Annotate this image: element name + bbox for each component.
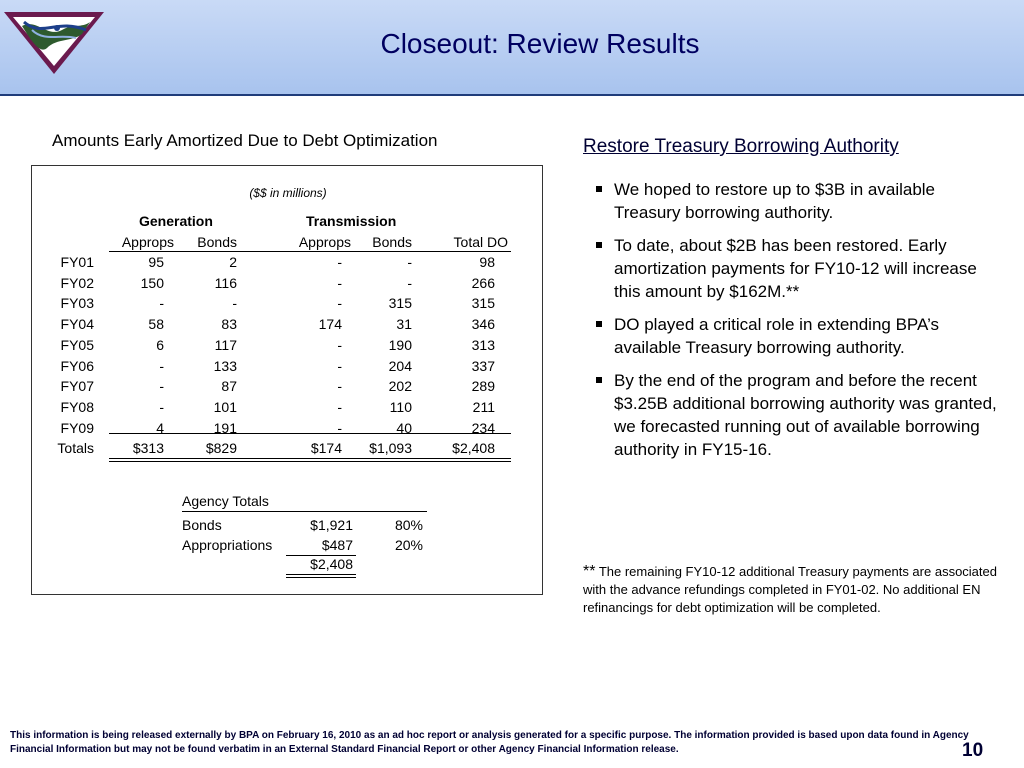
table-cell: - bbox=[337, 378, 342, 395]
table-cell: 101 bbox=[213, 398, 237, 415]
table-cell: 95 bbox=[148, 254, 164, 270]
table-cell: 211 bbox=[472, 398, 495, 415]
table-cell: 4 bbox=[156, 419, 164, 436]
table-cell: 313 bbox=[471, 336, 495, 353]
table-cell: 150 bbox=[140, 274, 164, 291]
row-label: FY05 bbox=[60, 336, 94, 353]
totals-cell: $313 bbox=[132, 440, 164, 456]
table-cell: 204 bbox=[388, 357, 412, 374]
table-cell: 346 bbox=[471, 316, 495, 333]
table-cell: - bbox=[337, 254, 342, 270]
column-header: Bonds bbox=[372, 234, 412, 250]
agency-row-pct: 20% bbox=[394, 537, 423, 553]
table-cell: 133 bbox=[213, 357, 237, 374]
column-header: Total DO bbox=[453, 234, 508, 250]
column-header: Bonds bbox=[197, 234, 237, 250]
agency-row-pct: 80% bbox=[394, 517, 423, 533]
table-cell: 31 bbox=[396, 316, 412, 333]
totals-label: Totals bbox=[57, 440, 94, 456]
section-heading: Restore Treasury Borrowing Authority bbox=[583, 136, 899, 157]
agency-total-double-underline bbox=[286, 574, 356, 578]
row-label: FY08 bbox=[60, 398, 94, 415]
table-cell: - bbox=[337, 274, 342, 291]
table-cell: 58 bbox=[148, 316, 164, 333]
group-header-generation: Generation bbox=[139, 213, 213, 229]
table-heading: Amounts Early Amortized Due to Debt Optimization bbox=[52, 131, 438, 150]
table-cell: 190 bbox=[388, 336, 412, 353]
agency-row-amount: $487 bbox=[321, 537, 353, 553]
table-cell: 315 bbox=[388, 295, 412, 312]
bullet-text: To date, about $2B has been restored. Early amortization payments for FY10-12 will increase this amount by $162M.** bbox=[614, 236, 977, 301]
disclaimer: This information is being released externally by BPA on February 16, 2010 as an ad hoc report or analysis generated for a specific purpose. The information provided is based upon data found in Agency Financial Information but may not be found verbatim in an External Standard Financial Report or other Agency Financial Information release. bbox=[10, 730, 969, 755]
table-cell: - bbox=[407, 274, 412, 291]
table-cell: - bbox=[159, 357, 164, 374]
table-cell: - bbox=[159, 378, 164, 395]
agency-divider bbox=[182, 511, 427, 512]
row-label: FY06 bbox=[60, 357, 94, 374]
bullet-text: By the end of the program and before the recent $3.25B additional borrowing authority was granted, we forecasted running out of available borrowing authority in FY15-16. bbox=[614, 371, 997, 459]
table-cell: 83 bbox=[221, 316, 237, 333]
table-cell: 191 bbox=[213, 419, 237, 436]
table-cell: 87 bbox=[221, 378, 237, 395]
agency-row-label: Bonds bbox=[182, 517, 222, 533]
table-cell: - bbox=[337, 419, 342, 436]
table-cell: 202 bbox=[388, 378, 412, 395]
table-cell: - bbox=[337, 398, 342, 415]
table-cell: - bbox=[159, 295, 164, 312]
square-bullet-icon bbox=[596, 321, 602, 327]
bullet-item bbox=[594, 178, 1004, 224]
column-header: Approps bbox=[298, 234, 351, 250]
row-label: FY07 bbox=[60, 378, 94, 395]
table-cell: 266 bbox=[471, 274, 495, 291]
column-header: Approps bbox=[121, 234, 174, 250]
bullet-item bbox=[594, 234, 1004, 303]
agency-row-amount: $1,921 bbox=[310, 517, 353, 533]
table-cell: 110 bbox=[389, 398, 412, 415]
table-cell: - bbox=[337, 295, 342, 312]
row-label: FY01 bbox=[60, 254, 94, 270]
table-cell: - bbox=[337, 336, 342, 353]
table-cell: 6 bbox=[156, 336, 164, 353]
page-title: Closeout: Review Results bbox=[380, 28, 700, 59]
agency-grand-total: $2,408 bbox=[310, 556, 353, 572]
totals-cell: $1,093 bbox=[369, 440, 412, 456]
table-cell: 174 bbox=[318, 316, 342, 333]
totals-cell: $829 bbox=[205, 440, 237, 456]
footnote-text: The remaining FY10-12 additional Treasury payments are associated with the advance refundings completed in FY01-02. No additional EN refinancings for debt optimization will be completed. bbox=[583, 564, 997, 615]
table-cell: 234 bbox=[471, 419, 495, 436]
table-cell: - bbox=[232, 295, 237, 312]
table-cell: 98 bbox=[479, 254, 495, 270]
square-bullet-icon bbox=[596, 242, 602, 248]
totals-divider bbox=[109, 433, 511, 434]
row-label: FY03 bbox=[60, 295, 94, 312]
table-cell: 117 bbox=[214, 336, 237, 353]
footnote bbox=[583, 563, 1003, 617]
footnote-mark: ** bbox=[583, 563, 596, 580]
bullet-item bbox=[594, 313, 1004, 359]
totals-cell: $174 bbox=[310, 440, 342, 456]
totals-double-underline bbox=[109, 458, 511, 462]
bullet-text: DO played a critical role in extending BPA’s available Treasury borrowing authority. bbox=[614, 315, 940, 357]
table-cell: - bbox=[159, 398, 164, 415]
table-cell: 289 bbox=[471, 378, 495, 395]
table-cell: - bbox=[337, 357, 342, 374]
bullet-item bbox=[594, 369, 1004, 461]
agency-totals-heading: Agency Totals bbox=[182, 493, 269, 509]
totals-cell: $2,408 bbox=[452, 440, 495, 456]
page-number: 10 bbox=[962, 740, 984, 761]
table-cell: 116 bbox=[214, 274, 237, 291]
debt-optimization-table-panel bbox=[31, 165, 543, 595]
square-bullet-icon bbox=[596, 186, 602, 192]
bullet-list bbox=[594, 178, 1004, 471]
row-label: FY04 bbox=[60, 316, 94, 333]
row-label: FY02 bbox=[60, 274, 94, 291]
agency-row-label: Appropriations bbox=[182, 537, 273, 553]
group-header-transmission: Transmission bbox=[306, 213, 397, 229]
table-cell: 337 bbox=[471, 357, 495, 374]
table-subtitle: ($$ in millions) bbox=[249, 186, 327, 200]
row-label: FY09 bbox=[60, 419, 94, 436]
header-divider bbox=[109, 251, 511, 252]
table-cell: 315 bbox=[471, 295, 495, 312]
slide-header bbox=[0, 0, 1024, 96]
square-bullet-icon bbox=[596, 377, 602, 383]
bullet-text: We hoped to restore up to $3B in available Treasury borrowing authority. bbox=[614, 180, 936, 222]
table-cell: - bbox=[407, 254, 412, 270]
table-cell: 40 bbox=[396, 419, 412, 436]
table-cell: 2 bbox=[229, 254, 237, 270]
